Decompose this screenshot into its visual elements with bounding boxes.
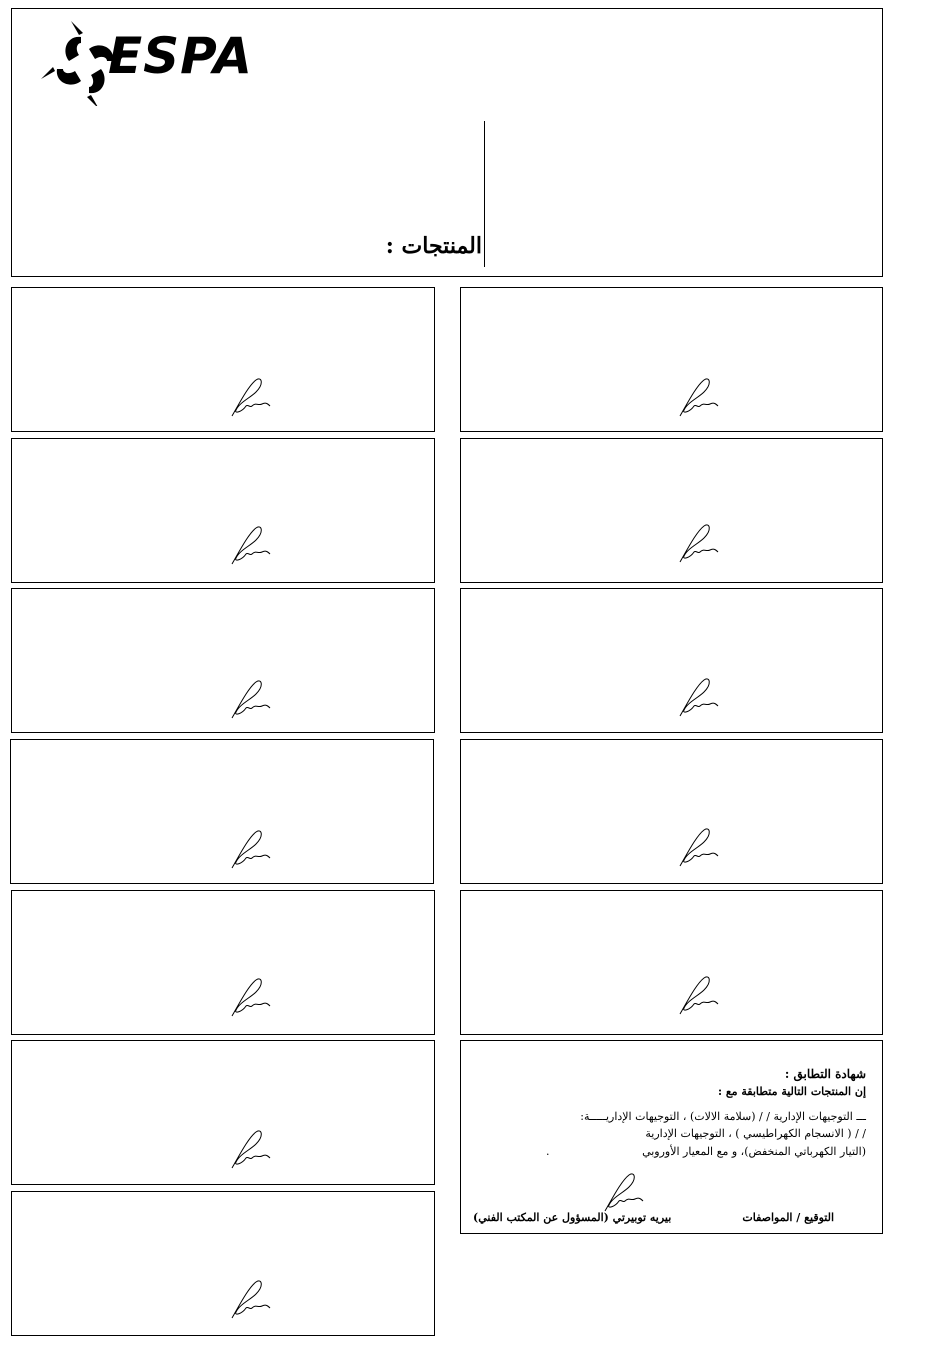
certificate-line-3: (التيار الكهرباتي المنخفض)، و مع المعيار الأوروبي xyxy=(642,1145,866,1158)
signature-icon xyxy=(676,522,722,564)
signature-icon xyxy=(676,826,722,868)
conformity-certificate xyxy=(460,1040,883,1234)
declaration-box xyxy=(11,588,435,733)
declaration-box xyxy=(460,287,883,432)
declaration-box xyxy=(460,739,883,884)
products-label: المنتجات : xyxy=(385,233,482,259)
signature-icon xyxy=(228,524,274,566)
signature-icon xyxy=(228,828,274,870)
certificate-line-2: / / ( الانسجام الكهراطيسي ) ، التوجيهات الإدارية xyxy=(645,1127,866,1140)
certificate-dot: . xyxy=(546,1145,550,1158)
signature-icon xyxy=(228,1278,274,1320)
declaration-box xyxy=(11,438,435,583)
signature-icon xyxy=(228,678,274,720)
declaration-box xyxy=(460,890,883,1035)
declaration-box xyxy=(460,438,883,583)
signature-icon xyxy=(228,1128,274,1170)
signature-icon xyxy=(676,676,722,718)
signature-icon xyxy=(601,1171,647,1213)
declaration-box xyxy=(460,588,883,733)
certificate-line-1: ـــ التوجيهات الإدارية / / (سلامة الالات) ، التوجيهات الإداريـــــة: xyxy=(580,1110,866,1123)
header-box xyxy=(11,8,883,277)
signature-icon xyxy=(228,976,274,1018)
signature-icon xyxy=(676,376,722,418)
signature-icon xyxy=(228,376,274,418)
declaration-box xyxy=(10,739,434,884)
signature-label: التوقيع / المواصفات xyxy=(742,1211,834,1224)
declaration-box xyxy=(11,1191,435,1336)
signature-icon xyxy=(676,974,722,1016)
divider xyxy=(484,121,485,267)
certificate-title: شهادة التطابق : xyxy=(784,1067,866,1081)
declaration-box xyxy=(11,890,435,1035)
signer-name: بيريه توبيرتي (المسؤول عن المكتب الفني) xyxy=(473,1211,672,1224)
declaration-box xyxy=(11,287,435,432)
certificate-intro: إن المنتجات التالية متطابقة مع : xyxy=(717,1085,866,1098)
logo-text: ESPA xyxy=(108,27,253,85)
declaration-box xyxy=(11,1040,435,1185)
